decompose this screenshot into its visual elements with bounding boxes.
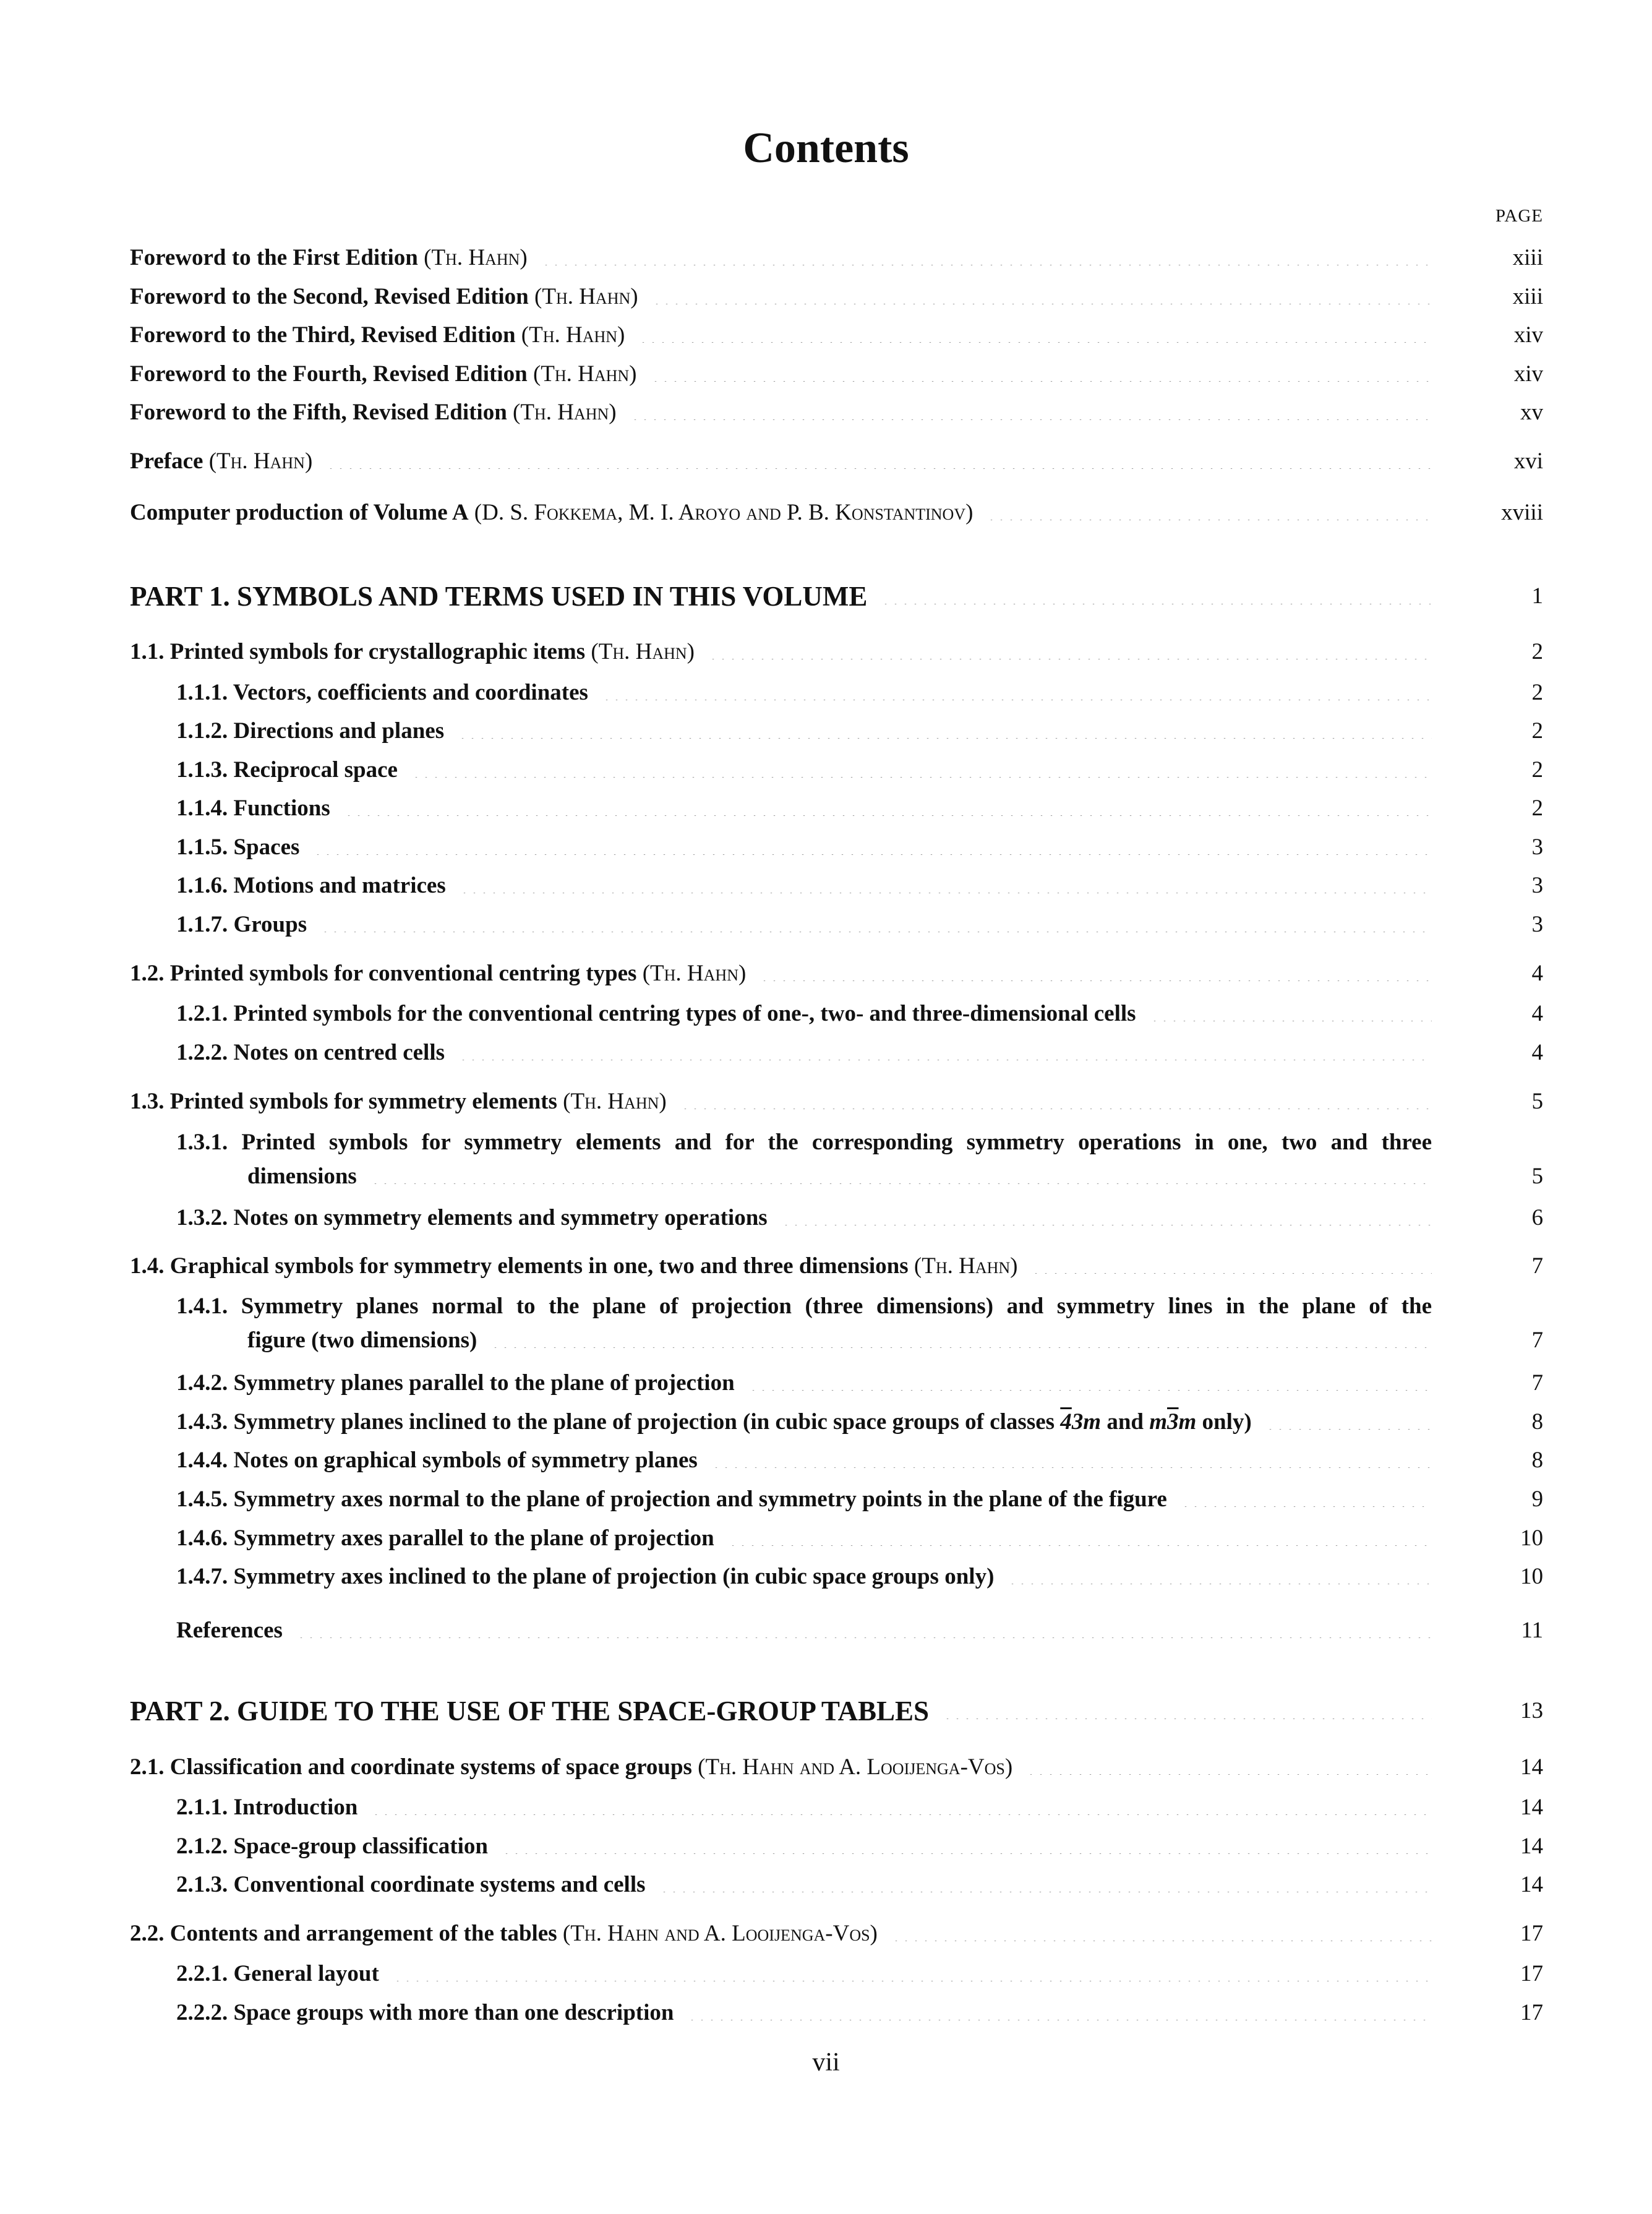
entry-page-number: 2 [1531, 796, 1543, 821]
entry-page-number: xiii [1512, 284, 1543, 309]
entry-title: 1.4.7. Symmetry axes inclined to the plane of projection (in cubic space groups only) [176, 1564, 995, 1589]
toc-subentry[interactable] [176, 833, 1543, 862]
entry-page-number: 13 [1520, 1698, 1543, 1723]
toc-entry[interactable] [130, 243, 1543, 273]
entry-author: (Th. Hahn) [521, 322, 625, 348]
entry-page-number: 14 [1520, 1872, 1543, 1897]
dot-leader [711, 1467, 1432, 1468]
page-title: Contents [743, 124, 909, 172]
entry-page-number: 17 [1520, 1921, 1543, 1946]
dot-leader [748, 1390, 1432, 1391]
toc-entry[interactable] [130, 398, 1543, 427]
toc-subentry[interactable] [176, 755, 1543, 785]
dot-leader [370, 1183, 1432, 1184]
toc-subentry[interactable] [176, 1203, 1543, 1233]
entry-title: Foreword to the Second, Revised Edition [130, 284, 529, 309]
part-title: PART 1. SYMBOLS AND TERMS USED IN THIS VOLUME [130, 581, 868, 612]
entry-title: 1.3. Printed symbols for symmetry elements [130, 1089, 557, 1114]
entry-title: 1.1.5. Spaces [176, 835, 300, 860]
toc-entry[interactable] [130, 359, 1543, 389]
dot-leader [1265, 1429, 1432, 1430]
entry-author: (Th. Hahn and A. Looijenga-Vos) [698, 1754, 1013, 1780]
entry-title: 2.2.2. Space groups with more than one description [176, 2000, 674, 2025]
entry-page-number: xvi [1513, 448, 1543, 474]
toc-subentry[interactable] [176, 1870, 1543, 1900]
toc-subentry[interactable] [176, 871, 1543, 901]
entry-author: (Th. Hahn and A. Looijenga-Vos) [562, 1921, 878, 1946]
entry-title: 1.4.5. Symmetry axes normal to the plane of projection and symmetry points in the plane of the figure [176, 1487, 1167, 1512]
dot-leader [326, 468, 1432, 469]
point-group-symbol: 43m [1060, 1409, 1102, 1435]
entry-page-number: 11 [1521, 1618, 1543, 1643]
entry-author: (D. S. Fokkema, M. I. Aroyo and P. B. Konstantinov) [474, 500, 974, 525]
entry-page-number: xiii [1512, 245, 1543, 270]
entry-title: 1.4.1. Symmetry planes normal to the plane of projection (three dimensions) and symmetry lines in the plane of the [176, 1294, 1432, 1319]
entry-title: References [176, 1618, 283, 1643]
entry-title: 1.4.4. Notes on graphical symbols of symmetry planes [176, 1448, 698, 1473]
dot-leader [760, 980, 1432, 981]
dot-leader [1026, 1774, 1432, 1775]
page-column-header: PAGE [1495, 206, 1543, 226]
entry-title: 2.1. Classification and coordinate systems of space groups [130, 1754, 692, 1780]
entry-author: (Th. Hahn) [534, 284, 638, 309]
entry-title: 1.1.7. Groups [176, 912, 307, 937]
entry-title: 1.2.1. Printed symbols for the conventional centring types of one-, two- and three-dimensional cells [176, 1001, 1136, 1026]
toc-entry[interactable] [130, 320, 1543, 350]
toc-entry[interactable] [130, 1251, 1543, 1281]
toc-subentry[interactable] [176, 1038, 1543, 1068]
toc-subentry[interactable] [176, 678, 1543, 708]
entry-title: 1.4.6. Symmetry axes parallel to the plane of projection [176, 1525, 714, 1551]
toc-entry[interactable] [130, 1087, 1543, 1117]
entry-page-number: 5 [1531, 1164, 1543, 1189]
dot-leader [943, 1718, 1432, 1719]
entry-title: Foreword to the Third, Revised Edition [130, 322, 516, 348]
entry-title: 1.1.1. Vectors, coefficients and coordinates [176, 680, 588, 705]
entry-page-number: 2 [1531, 718, 1543, 744]
entry-author: (Th. Hahn) [914, 1253, 1018, 1279]
entry-author: (Th. Hahn) [208, 448, 313, 474]
toc-subentry[interactable] [176, 1485, 1543, 1514]
entry-page-number: 7 [1531, 1370, 1543, 1396]
entry-page-number: 14 [1520, 1834, 1543, 1859]
entry-page-number: 2 [1531, 757, 1543, 783]
toc-subentry[interactable]: 1.4.3. Symmetry planes inclined to the plane of projection (in cubic space groups of classes 43m and m3m only) 8 [176, 1407, 1543, 1437]
toc-subentry[interactable] [176, 1616, 1543, 1645]
dot-leader [638, 342, 1432, 343]
toc-subentry[interactable] [176, 1793, 1543, 1822]
entry-page-number: 3 [1531, 873, 1543, 898]
entry-page-number: 1 [1531, 583, 1543, 609]
entry-author: (Th. Hahn) [424, 245, 528, 270]
toc-part-entry[interactable] [130, 579, 1543, 614]
toc-subentry[interactable] [176, 910, 1543, 940]
entry-page-number: 8 [1531, 1448, 1543, 1473]
entry-title: 2.1.1. Introduction [176, 1795, 358, 1820]
entry-page-number: 14 [1520, 1754, 1543, 1780]
toc-entry[interactable] [130, 959, 1543, 989]
entry-title: 1.1. Printed symbols for crystallographic items [130, 639, 586, 664]
entry-author: (Th. Hahn) [563, 1089, 667, 1114]
entry-title: 1.1.6. Motions and matrices [176, 873, 446, 898]
entry-title: Foreword to the Fourth, Revised Edition [130, 361, 528, 387]
entry-title: 1.4.2. Symmetry planes parallel to the plane of projection [176, 1370, 735, 1396]
part-title: PART 2. GUIDE TO THE USE OF THE SPACE-GROUP TABLES [130, 1696, 930, 1727]
point-group-symbol: m3m [1149, 1409, 1197, 1435]
toc-subentry[interactable] [176, 1524, 1543, 1553]
entry-page-number: 2 [1531, 639, 1543, 664]
entry-page-number: 9 [1531, 1487, 1543, 1512]
entry-title-continued: dimensions [247, 1164, 357, 1189]
entry-page-number: 5 [1531, 1089, 1543, 1114]
entry-title: Computer production of Volume A [130, 500, 469, 525]
entry-page-number: 6 [1531, 1205, 1543, 1230]
toc-entry[interactable] [130, 1919, 1543, 1949]
entry-title: Preface [130, 448, 203, 474]
entry-page-number: 3 [1531, 835, 1543, 860]
dot-leader [296, 1637, 1432, 1638]
entry-title: 1.4. Graphical symbols for symmetry elements in one, two and three dimensions [130, 1253, 909, 1279]
dot-leader [490, 1347, 1432, 1348]
page-number-footer: vii [812, 2048, 840, 2077]
toc-entry[interactable] [130, 498, 1543, 528]
entry-page-number: 17 [1520, 1961, 1543, 1986]
toc-part-entry[interactable] [130, 1694, 1543, 1728]
toc-entry[interactable] [130, 282, 1543, 312]
entry-author: (Th. Hahn) [513, 400, 617, 425]
entry-title: 1.4.3. Symmetry planes inclined to the plane of projection (in cubic space groups of classes [176, 1409, 1055, 1435]
toc-subentry[interactable] [176, 1128, 1543, 1193]
dot-leader [458, 738, 1432, 739]
entry-author: (Th. Hahn) [642, 961, 747, 986]
entry-page-number: 4 [1531, 961, 1543, 986]
dot-leader [651, 381, 1432, 382]
dot-leader [313, 854, 1432, 855]
dot-leader [344, 815, 1432, 816]
entry-title: 2.2.1. General layout [176, 1961, 379, 1986]
entry-title: Foreword to the Fifth, Revised Edition [130, 400, 507, 425]
entry-title: 1.1.4. Functions [176, 796, 330, 821]
dot-leader [411, 777, 1432, 778]
toc-entry[interactable] [130, 1753, 1543, 1782]
entry-title: 1.2. Printed symbols for conventional centring types [130, 961, 637, 986]
entry-author: (Th. Hahn) [533, 361, 637, 387]
entry-title: 1.3.1. Printed symbols for symmetry elements and for the corresponding symmetry operations in one, two and three [176, 1130, 1432, 1155]
toc-subentry[interactable] [176, 1292, 1543, 1357]
entry-page-number: xiv [1513, 361, 1543, 387]
entry-page-number: 4 [1531, 1040, 1543, 1065]
entry-title: 2.1.2. Space-group classification [176, 1834, 488, 1859]
toc-subentry[interactable] [176, 999, 1543, 1029]
entry-page-number: 14 [1520, 1795, 1543, 1820]
dot-leader [371, 1814, 1432, 1815]
entry-page-number: xv [1520, 400, 1543, 425]
toc-subentry[interactable] [176, 1959, 1543, 1989]
entry-page-number: 2 [1531, 680, 1543, 705]
entry-page-number: 7 [1531, 1253, 1543, 1279]
entry-title: 1.2.2. Notes on centred cells [176, 1040, 445, 1065]
toc-subentry[interactable] [176, 1998, 1543, 2028]
toc-subentry[interactable] [176, 794, 1543, 823]
entry-title: 2.2. Contents and arrangement of the tables [130, 1921, 557, 1946]
toc-subentry[interactable] [176, 1832, 1543, 1861]
toc-subentry[interactable] [176, 1368, 1543, 1398]
entry-page-number: 17 [1520, 2000, 1543, 2025]
dot-leader [630, 419, 1432, 420]
dot-leader [502, 1853, 1432, 1854]
dot-leader [728, 1545, 1432, 1546]
toc-subentry[interactable] [176, 716, 1543, 746]
entry-title: 1.3.2. Notes on symmetry elements and symmetry operations [176, 1205, 768, 1230]
toc-entry[interactable] [130, 447, 1543, 476]
entry-title: 2.1.3. Conventional coordinate systems and cells [176, 1872, 646, 1897]
entry-page-number: 10 [1520, 1564, 1543, 1589]
entry-page-number: 4 [1531, 1001, 1543, 1026]
entry-title: 1.1.2. Directions and planes [176, 718, 445, 744]
toc-entry[interactable] [130, 637, 1543, 667]
entry-page-number: 3 [1531, 912, 1543, 937]
entry-title-continued: figure (two dimensions) [247, 1328, 477, 1353]
entry-page-number: 10 [1520, 1525, 1543, 1551]
entry-page-number: xviii [1501, 500, 1543, 525]
toc-subentry[interactable] [176, 1562, 1543, 1592]
toc-subentry[interactable] [176, 1446, 1543, 1475]
dot-leader [1031, 1273, 1432, 1274]
entry-author: (Th. Hahn) [591, 639, 695, 664]
dot-leader [1181, 1506, 1432, 1507]
entry-title: Foreword to the First Edition [130, 245, 418, 270]
entry-title: 1.1.3. Reciprocal space [176, 757, 398, 783]
entry-page-number: 7 [1531, 1328, 1543, 1353]
entry-page-number: xiv [1513, 322, 1543, 348]
entry-page-number: 8 [1531, 1409, 1543, 1435]
